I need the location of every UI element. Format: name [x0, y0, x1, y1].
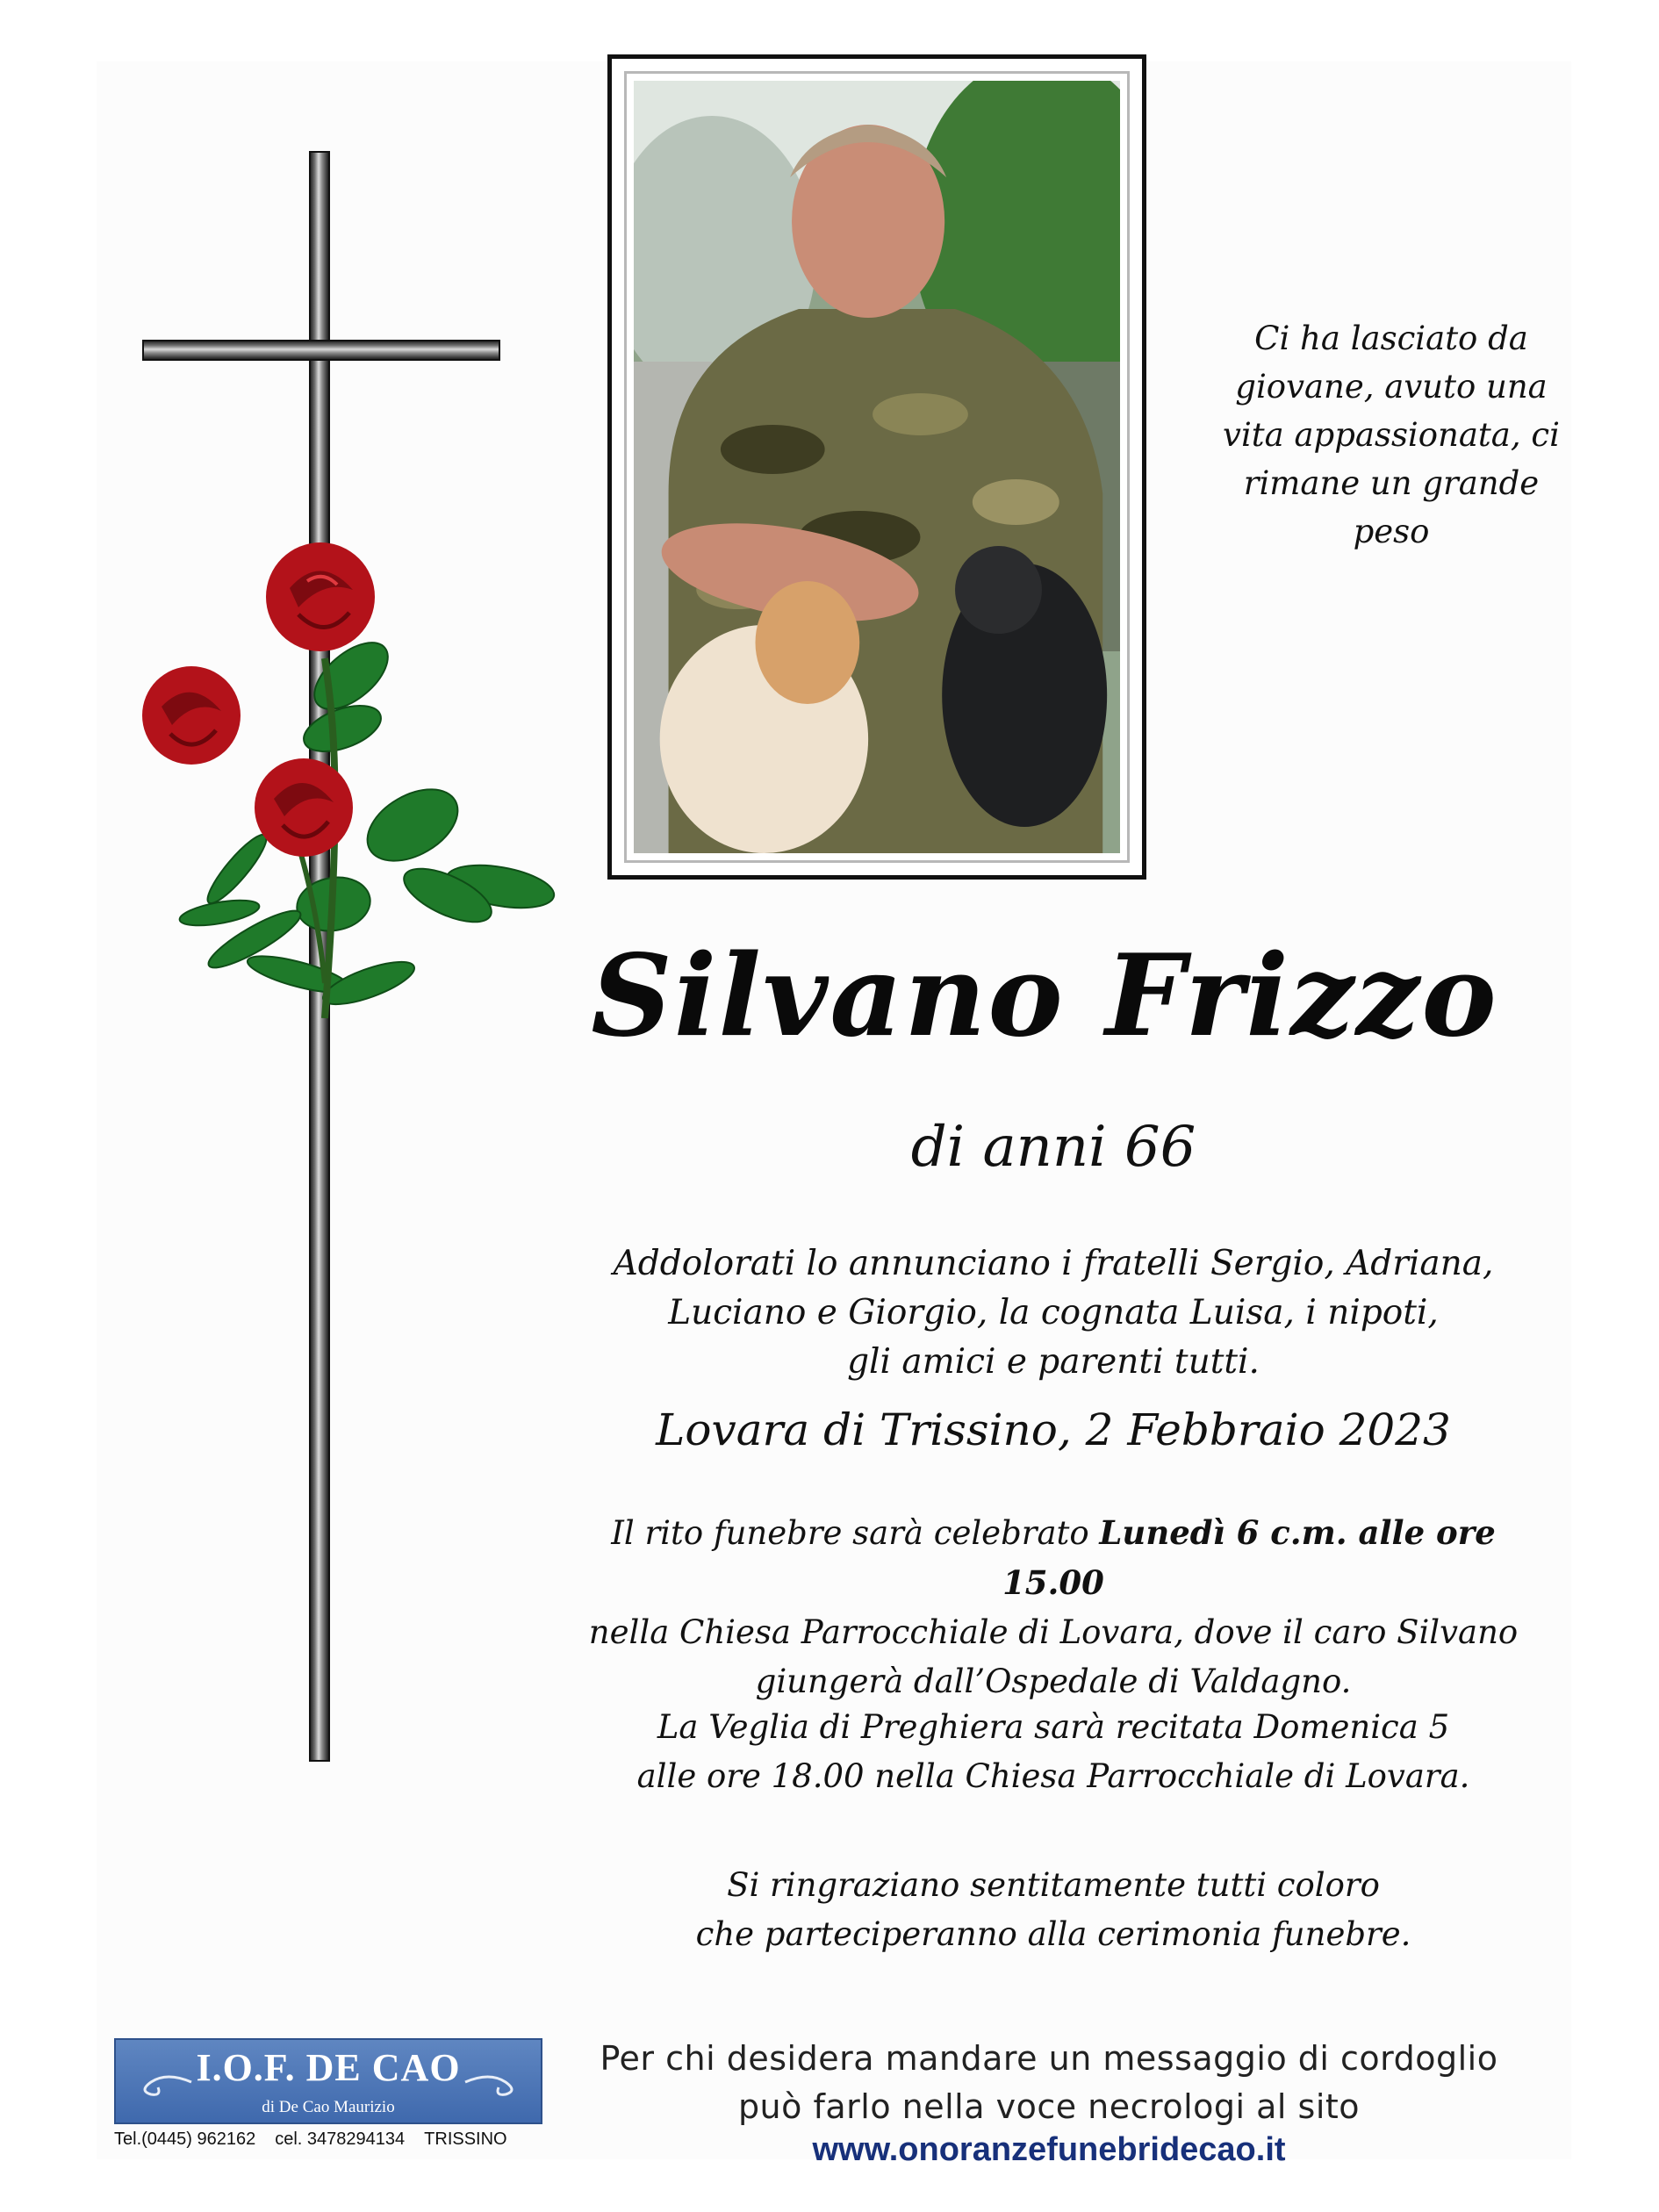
quote-line: vita appassionata, ci — [1223, 416, 1560, 454]
vigil-line: La Veglia di Preghiera sarà recitata Domenica 5 — [657, 1708, 1450, 1746]
website-link[interactable]: www.onoranzefunebridecao.it — [812, 2131, 1286, 2168]
condolence-line: Per chi desidera mandare un messaggio di cordoglio — [600, 2039, 1498, 2078]
funeral-home-name: I.O.F. DE CAO — [196, 2046, 461, 2089]
portrait-frame — [607, 54, 1146, 880]
rite-line-3: giungerà dall’Ospedale di Valdagno. — [755, 1663, 1352, 1700]
funeral-home-subtitle: di De Cao Maurizio — [262, 2098, 395, 2116]
thanks-line: Si ringraziano sentitamente tutti coloro — [727, 1866, 1380, 1904]
quote-line: Ci ha lasciato da — [1254, 320, 1528, 357]
deceased-name: Silvano Frizzo — [591, 930, 1498, 1062]
funeral-home-logo — [114, 2038, 542, 2124]
phone-number: Tel.(0445) 962162 — [114, 2129, 256, 2149]
condolence-line: può farlo nella voce necrologi al sito — [737, 2087, 1361, 2126]
rite-line-2: nella Chiesa Parrocchiale di Lovara, dove il caro Silvano — [588, 1613, 1519, 1651]
prayer-vigil-text — [562, 1703, 1545, 1801]
announcement-line: gli amici e parenti tutti. — [847, 1342, 1260, 1382]
quote-line: rimane un grande peso — [1243, 464, 1540, 550]
memorial-quote — [1203, 314, 1580, 556]
town-name: TRISSINO — [424, 2129, 507, 2149]
swirl-ornament-right-icon — [463, 2070, 525, 2100]
quote-line: giovane, avuto una — [1235, 368, 1548, 406]
announcement-line: Addolorati lo annunciano i fratelli Sergio, Adriana, — [613, 1244, 1494, 1283]
red-roses-image — [123, 527, 588, 1053]
place-and-date: Lovara di Trissino, 2 Febbraio 2023 — [656, 1404, 1451, 1455]
portrait-photo — [634, 81, 1120, 853]
thanks-line: che parteciperanno alla cerimonia funebre. — [695, 1915, 1411, 1953]
vigil-line: alle ore 18.00 nella Chiesa Parrocchiale di Lovara. — [636, 1757, 1470, 1795]
announcement-line: Luciano e Giorgio, la cognata Luisa, i nipoti, — [668, 1293, 1439, 1332]
rite-line-1 — [562, 1508, 1545, 1608]
announcement-text — [562, 1239, 1545, 1387]
deceased-age: di anni 66 — [910, 1115, 1196, 1180]
portrait-inner-border — [624, 71, 1130, 863]
cross-horizontal-bar — [142, 340, 500, 361]
funeral-rite-text — [562, 1508, 1545, 1706]
thanks-text — [562, 1861, 1545, 1959]
condolence-note — [597, 2035, 1501, 2131]
rite-line-1-prefix: Il rito funebre sarà celebrato — [611, 1514, 1100, 1552]
cell-number: cel. 3478294134 — [275, 2129, 406, 2149]
rite-date-time: Lunedì 6 c.m. alle ore 15.00 — [1002, 1513, 1496, 1602]
funeral-home-contacts — [114, 2129, 553, 2150]
